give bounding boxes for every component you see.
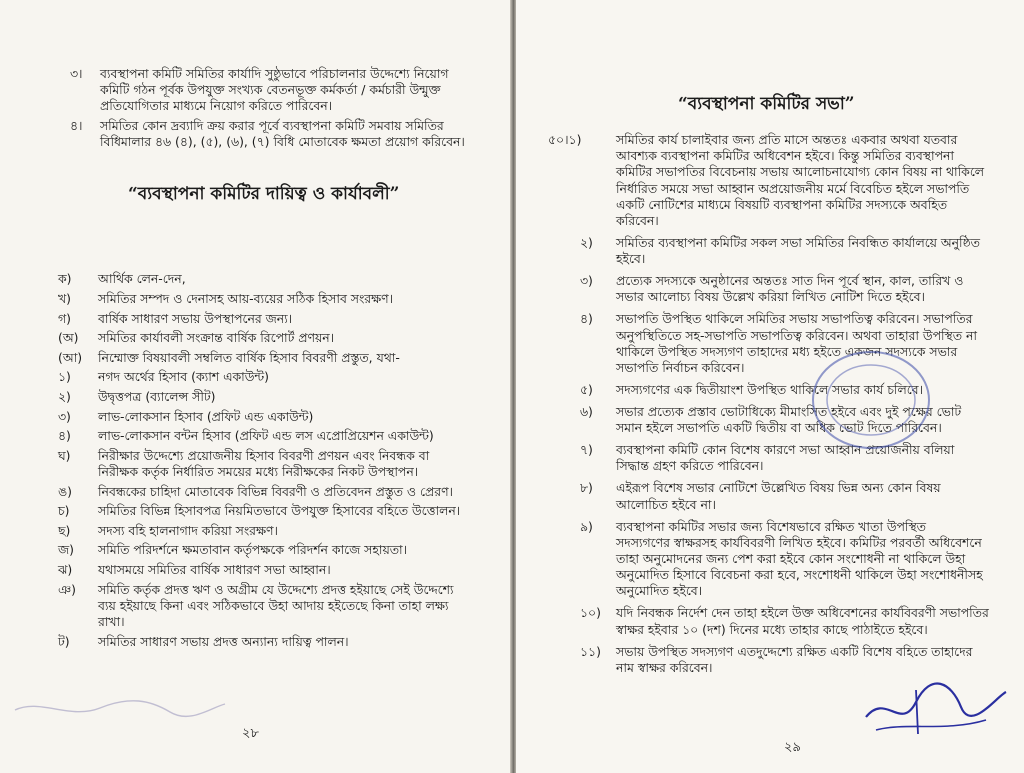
item-text-line: রাখা। bbox=[98, 613, 125, 629]
item-text-line: আলোচিত হইবে না। bbox=[616, 496, 716, 512]
item-text-line: কমিটি গঠন পূর্বক উপযুক্ত সংখ্যক বেতনভূক্ত কর্মকর্তা / কর্মচারী উন্মুক্ত bbox=[100, 82, 441, 98]
item-text-line: সভার আলোচ্য বিষয় উল্লেখ করিয়া লিখিত নোটিশ দিতে হইবে। bbox=[616, 289, 925, 305]
item-text-line: আবশ্যক ব্যবস্থাপনা কমিটির অধিবেশন হইবে। কিন্তু সমিতির ব্যবস্থাপনা bbox=[616, 148, 954, 164]
item-text-line: থাকিলে উপস্থিত সদস্যগণ তাহাদের মধ্য হইতে একজন সদস্যকে সভার bbox=[616, 343, 958, 359]
item-text-line: ব্যবস্থাপনা কমিটি সমিতির কার্যাদি সুষ্ঠুভাবে পরিচালনার উদ্দেশ্যে নিয়োগ bbox=[100, 66, 449, 81]
item-number: ঙ) bbox=[58, 483, 72, 499]
item-text-line: নিবন্ধকের চাহিদা মোতাবেক বিভিন্ন বিবরণী ও প্রতিবেদন প্রস্তুত ও প্রেরণ। bbox=[98, 483, 453, 499]
item-number: ৩) bbox=[580, 273, 593, 289]
item-text-line: নিরীক্ষার উদ্দেশ্যে প্রয়োজনীয় হিসাব বিবরণী প্রণয়ন এবং নিবন্ধক বা bbox=[98, 447, 430, 463]
item-text-line: স্বাক্ষর হইবার ১০ (দশ) দিনের মধ্যে তাহার কাছে পাঠাইতে হইবে। bbox=[616, 621, 928, 637]
item-text-line: নিরীক্ষক কর্তৃক নির্ধারিত সময়ের মধ্যে নিরীক্ষকের নিকট উপস্থাপন। bbox=[98, 463, 419, 479]
item-number: ২) bbox=[580, 235, 593, 250]
item-number: ক) bbox=[58, 271, 72, 287]
signature-blue bbox=[856, 672, 1016, 742]
item-text-line: সভাপতি নির্বাচন করিবেন। bbox=[616, 359, 745, 375]
item-text-line: সমিতির বিভিন্ন হিসাবপত্র নিয়মিতভাবে উপযুক্ত হিসাবের বহিতে উত্তোলন। bbox=[98, 503, 461, 519]
item-text-line: উদ্বৃত্তপত্র (ব্যালেন্স সীট) bbox=[98, 389, 216, 404]
item-text-line: নগদ অর্থের হিসাব (ক্যাশ একাউন্ট) bbox=[98, 369, 269, 385]
item-text-line: সদস্যগণের এক দ্বিতীয়াংশ উপস্থিত থাকিলে সভার কার্য চলিবে। bbox=[616, 382, 923, 397]
item-text-line: একটি নোটিশের মাধ্যমে বিষয়টি ব্যবস্থাপনা কমিটির সদস্যকে অবহিত bbox=[616, 196, 948, 212]
item-number: ১) bbox=[58, 369, 71, 385]
item-number: ৩। bbox=[70, 66, 83, 81]
item-text-line: প্রতিযোগিতার মাধ্যমে নিয়োগ করিতে পারিবেন। bbox=[100, 98, 333, 114]
item-text-line: সমিতির সম্পদ ও দেনাসহ আয়-ব্যয়ের সঠিক হিসাব সংরক্ষণ। bbox=[98, 291, 394, 306]
item-number: ১১) bbox=[580, 643, 601, 659]
item-text-line: সমিতির ব্যবস্থাপনা কমিটির সকল সভা সমিতির নিবন্ধিত কার্যালয়ে অনুষ্ঠিত bbox=[616, 235, 980, 250]
section-heading: “ব্যবস্থাপনা কমিটির দায়িত্ব ও কার্যাবলী” bbox=[128, 184, 400, 204]
item-number: ৪) bbox=[58, 428, 71, 444]
page-number: ২৯ bbox=[784, 740, 801, 755]
item-text-line: হইবে। bbox=[616, 251, 646, 267]
item-number: ঝ) bbox=[58, 562, 73, 577]
item-text-line: নাম স্বাক্ষর করিবেন। bbox=[616, 659, 713, 675]
item-text-line: বার্ষিক সাধারণ সভায় উপস্থাপনের জন্য। bbox=[98, 310, 293, 326]
page-number: ২৮ bbox=[242, 726, 259, 741]
item-text-line: সমিতির কার্য চালাইবার জন্য প্রতি মাসে অন্ততঃ একবার অথবা যতবার bbox=[616, 132, 958, 147]
item-text-line: তাহা অনুমোদনের জন্য পেশ করা হইবে কোন সংশোধনী না থাকিলে উহা bbox=[616, 550, 966, 566]
item-text-line: সমিতি কর্তৃক প্রদত্ত ঋণ ও অগ্রীম যে উদ্দেশ্যে প্রদত্ত হইয়াছে সেই উদ্দেশ্যে bbox=[98, 581, 454, 597]
item-number: ২) bbox=[58, 389, 71, 404]
item-number: ছ) bbox=[58, 522, 71, 538]
item-number: ৮) bbox=[580, 480, 593, 496]
item-text-line: অনুমোদিত হিসাবে বিবেচনা করা হবে, সংশোধনী থাকিলে উহা সংশোধনীসহ bbox=[616, 567, 983, 583]
section-heading: “ব্যবস্থাপনা কমিটির সভা” bbox=[678, 94, 855, 114]
item-text-line: সমান হইলে সভাপতি একটি দ্বিতীয় বা অধিক ভোট দিতে পারিবেন। bbox=[616, 420, 942, 436]
item-text-line: লাভ-লোকসান বন্টন হিসাব (প্রফিট এন্ড লস এপ্রোপ্রিয়েশন একাউন্ট) bbox=[98, 428, 434, 444]
item-text-line: আর্থিক লেন-দেন, bbox=[98, 271, 186, 287]
item-number: (আ) bbox=[58, 349, 83, 365]
item-number: ট) bbox=[58, 633, 70, 649]
item-text-line: সমিতির কোন দ্রব্যাদি ক্রয় করার পূর্বে ব্যবস্থাপনা কমিটি সমবায় সমিতির bbox=[100, 117, 444, 133]
item-text-line: সদস্য বহি হালনাগাদ করিয়া সংরক্ষণ। bbox=[98, 522, 278, 538]
item-text-line: সভাপতি উপস্থিত থাকিলে সমিতির সভায় সভাপতিত্ব করিবেন। সভাপতির bbox=[616, 311, 973, 327]
item-text-line: সভার প্রত্যেক প্রস্তাব ভোটাধিক্যে মীমাংসিত হইবে এবং দুই পক্ষের ভোট bbox=[616, 404, 962, 419]
item-number: গ) bbox=[58, 310, 71, 326]
item-text-line: ব্যবস্থাপনা কমিটির সভার জন্য বিশেষভাবে রক্ষিত খাতা উপস্থিত bbox=[616, 518, 926, 534]
item-number: জ) bbox=[58, 542, 74, 558]
item-text-line: নিম্মোক্ত বিষয়াবলী সম্বলিত বার্ষিক হিসাব বিবরণী প্রস্তুত, যথা- bbox=[98, 349, 400, 365]
item-text-line: অনুপস্থিতিতে সহ-সভাপতি সভাপতিত্ব করিবেন। অথবা তাহারা উপস্থিত না bbox=[616, 327, 977, 343]
item-text-line: ব্যবস্থাপনা কমিটি কোন বিশেষ কারণে সভা আহ্বান প্রয়োজনীয় বলিয়া bbox=[616, 442, 955, 458]
item-number: খ) bbox=[58, 291, 71, 306]
item-text-line: প্রত্যেক সদস্যকে অনুষ্ঠানের অন্ততঃ সাত দিন পূর্বে স্থান, কাল, তারিখ ও bbox=[616, 273, 964, 289]
item-text-line: এইরূপ বিশেষ সভার নোটিশে উল্লেখিত বিষয় ভিন্ন অন্য কোন বিষয় bbox=[616, 480, 941, 496]
item-text-line: লাভ-লোকসান হিসাব (প্রফিট এন্ড একাউন্ট) bbox=[98, 408, 314, 424]
round-seal-stamp bbox=[806, 345, 936, 455]
item-number: ৫০।১) bbox=[548, 132, 582, 147]
item-text-line: সমিতি পরিদর্শনে ক্ষমতাবান কর্তৃপক্ষকে পরিদর্শন কাজে সহায়তা। bbox=[98, 542, 408, 558]
item-number: ঞ) bbox=[58, 581, 76, 597]
item-text-line: কমিটির সভাপতির বিবেচনায় সভায় আলোচনাযোগ্য কোন বিষয় না থাকিলে bbox=[616, 164, 985, 180]
item-number: ৪। bbox=[70, 117, 83, 133]
item-number: চ) bbox=[58, 503, 70, 519]
item-text-line: সদস্যগণের স্বাক্ষরসহ কার্যবিবরণী লিখিত হইবে। কমিটির পরবর্তী অধিবেশনে bbox=[616, 534, 982, 550]
item-text-line: অনুমোদিত হইবে। bbox=[616, 583, 703, 599]
item-text-line: করিবেন। bbox=[616, 213, 659, 228]
item-text-line: সমিতির কার্যাবলী সংক্রান্ত বার্ষিক রিপোর্ট প্রণয়ন। bbox=[98, 330, 335, 346]
item-number: ঘ) bbox=[58, 447, 71, 463]
item-number: ৩) bbox=[58, 408, 71, 424]
faint-signature bbox=[10, 690, 230, 730]
right-page bbox=[516, 0, 1024, 773]
item-text-line: সিদ্ধান্ত গ্রহণ করিতে পারিবেন। bbox=[616, 458, 764, 474]
item-text-line: যথাসময়ে সমিতির বার্ষিক সাধারণ সভা আহ্বান। bbox=[98, 562, 331, 577]
item-text-line: সভায় উপস্থিত সদস্যগণ এতদুদ্দেশ্যে রক্ষিত একটি বিশেষ বহিতে তাহাদের bbox=[616, 643, 973, 659]
item-number: ৪) bbox=[580, 311, 593, 327]
item-text-line: ব্যয় হইয়াছে কিনা এবং সঠিকভাবে উহা আদায় হইতেছে কিনা তাহা লক্ষ্য bbox=[98, 597, 449, 613]
item-text-line: সমিতির সাধারণ সভায় প্রদত্ত অন্যান্য দায়িত্ব পালন। bbox=[98, 633, 349, 649]
item-number: (অ) bbox=[58, 330, 79, 346]
item-text-line: যদি নিবন্ধক নির্দেশ দেন তাহা হইলে উক্ত অধিবেশনের কার্যবিবরণী সভাপতির bbox=[616, 605, 989, 621]
item-text-line: বিধিমালার ৪৬ (৪), (৫), (৬), (৭) বিধি মোতাবেক ক্ষমতা প্রয়োগ করিবেন। bbox=[100, 133, 465, 149]
item-number: ১০) bbox=[580, 605, 601, 621]
item-number: ৭) bbox=[580, 442, 593, 458]
item-text-line: নির্ধারিত সময়ে সভা আহ্বান অপ্রয়োজনীয় মর্মে বিবেচিত হইলে সভাপতি bbox=[616, 180, 970, 196]
item-number: ৫) bbox=[580, 382, 593, 397]
item-number: ৬) bbox=[580, 404, 593, 419]
item-number: ৯) bbox=[580, 518, 593, 534]
